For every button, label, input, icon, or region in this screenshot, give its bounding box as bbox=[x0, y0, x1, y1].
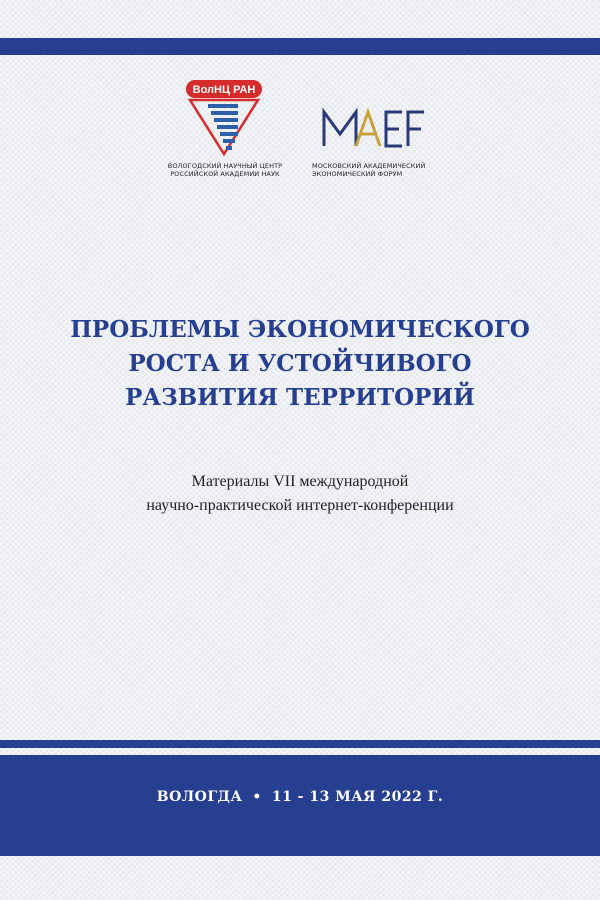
volnc-emblem-icon bbox=[150, 78, 300, 162]
bottom-footer-band bbox=[0, 755, 600, 856]
maef-wordmark-icon bbox=[310, 78, 460, 162]
bottom-thin-band bbox=[0, 740, 600, 748]
maef-logo bbox=[310, 78, 460, 178]
footer-city: ВОЛОГДА bbox=[156, 789, 243, 805]
maef-letter-f bbox=[408, 112, 424, 146]
subtitle-line-2: научно-практической интернет-конференции bbox=[146, 497, 454, 514]
maef-letter-a bbox=[356, 112, 380, 146]
title-line-2: РОСТА И УСТОЙЧИВОГО bbox=[128, 350, 472, 377]
top-band bbox=[0, 38, 600, 55]
publication-subtitle bbox=[30, 470, 570, 518]
volnc-logo bbox=[150, 78, 300, 178]
volnc-badge-text: ВолНЦ РАН bbox=[192, 84, 256, 96]
maef-letter-m bbox=[324, 112, 356, 146]
title-line-3: РАЗВИТИЯ ТЕРРИТОРИЙ bbox=[125, 384, 475, 411]
footer-place-date bbox=[0, 789, 600, 805]
footer-separator: • bbox=[252, 789, 262, 805]
maef-caption: МОСКОВСКИЙ АКАДЕМИЧЕСКИЙ ЭКОНОМИЧЕСКИЙ ФОРУМ bbox=[312, 162, 426, 178]
publication-title bbox=[30, 313, 570, 415]
logos-row bbox=[0, 78, 600, 188]
subtitle-line-1: Материалы VII международной bbox=[191, 473, 409, 490]
volnc-stripes bbox=[208, 104, 238, 150]
maef-letter-e bbox=[386, 112, 402, 146]
title-line-1: ПРОБЛЕМЫ ЭКОНОМИЧЕСКОГО bbox=[70, 316, 530, 343]
footer-dates: 11 - 13 МАЯ 2022 Г. bbox=[271, 789, 444, 805]
volnc-caption: ВОЛОГОДСКИЙ НАУЧНЫЙ ЦЕНТР РОССИЙСКОЙ АКАДЕМИИ НАУК bbox=[167, 162, 283, 178]
